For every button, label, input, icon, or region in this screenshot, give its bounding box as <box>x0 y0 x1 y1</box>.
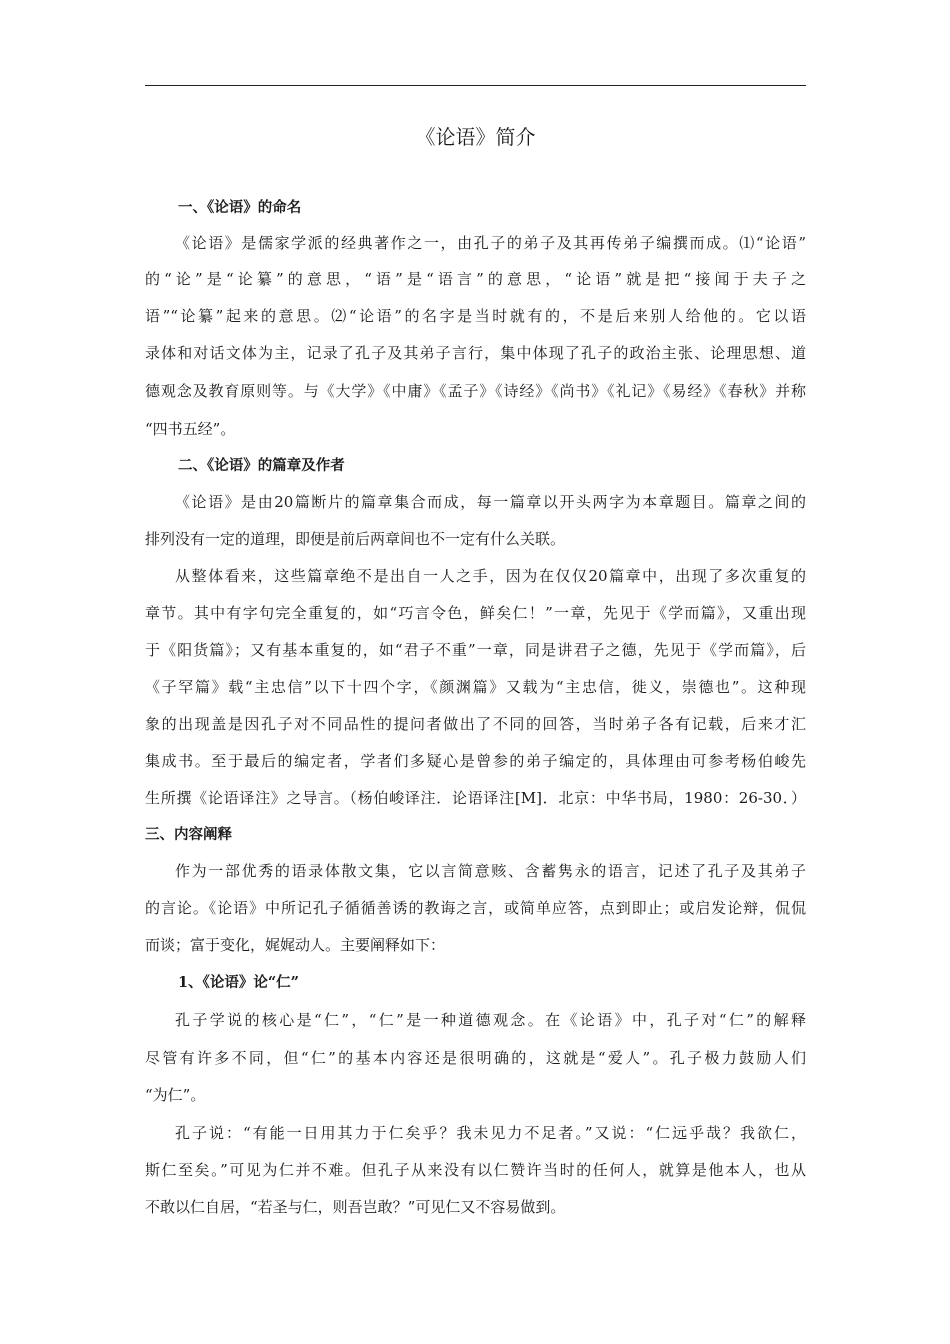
paragraph-line: “四书五经”。 <box>145 420 236 438</box>
paragraph-line: 的“论”是“论纂”的意思，“语”是“语言”的意思，“论语”就是把“接闻于夫子之 <box>145 270 806 288</box>
section-heading: 一、《论语》的命名 <box>178 199 302 216</box>
paragraph-line: “为仁”。 <box>145 1086 206 1104</box>
paragraph-line: 于《阳货篇》；又有基本重复的，如“君子不重”一章，同是讲君子之德，先见于《学而篇》，后 <box>145 641 806 659</box>
paragraph-line: 语”“论纂”起来的意思。⑵“论语”的名字是当时就有的，不是后来别人给他的。它以语 <box>145 307 806 325</box>
paragraph-line: 孔子说：“有能一日用其力于仁矣乎？我未见力不足者。”又说：“仁远乎哉？我欲仁， <box>175 1124 806 1142</box>
paragraph-line: 从整体看来，这些篇章绝不是出自一人之手，因为在仅仅20篇章中，出现了多次重复的 <box>175 567 806 585</box>
paragraph-line: 斯仁至矣。”可见为仁并不难。但孔子从来没有以仁赞许当时的任何人，就算是他本人，也从 <box>145 1161 806 1179</box>
paragraph-line: 而谈；富于变化，娓娓动人。主要阐释如下： <box>145 936 446 954</box>
paragraph-line: 尽管有许多不同，但“仁”的基本内容还是很明确的，这就是“爱人”。孔子极力鼓励人们 <box>145 1049 806 1067</box>
paragraph-line: 作为一部优秀的语录体散文集，它以言简意赅、含蓄隽永的语言，记述了孔子及其弟子 <box>175 862 806 880</box>
paragraph-line: 的言论。《论语》中所记孔子循循善诱的教诲之言，或简单应答，点到即止；或启发论辩，侃侃 <box>145 899 806 917</box>
section-heading: 三、内容阐释 <box>145 826 232 843</box>
subsection-heading: 1、《论语》论“仁” <box>178 974 300 991</box>
paragraph-line: 象的出现盖是因孔子对不同品性的提问者做出了不同的回答，当时弟子各有记载，后来才汇 <box>145 715 806 733</box>
paragraph-line: 德观念及教育原则等。与《大学》《中庸》《孟子》《诗经》《尚书》《礼记》《易经》《春秋》并称 <box>145 382 806 400</box>
paragraph-line: 《子罕篇》载“主忠信”以下十四个字，《颜渊篇》又载为“主忠信，徙义，崇德也”。这种现 <box>145 678 806 696</box>
paragraph-line: 集成书。至于最后的编定者，学者们多疑心是曾参的弟子编定的，具体理由可参考杨伯峻先 <box>145 752 806 770</box>
paragraph-line: 不敢以仁自居，“若圣与仁，则吾岂敢？”可见仁又不容易做到。 <box>145 1198 566 1216</box>
paragraph-line: 孔子学说的核心是“仁”，“仁”是一种道德观念。在《论语》中，孔子对“仁”的解释 <box>175 1011 806 1029</box>
paragraph-line: 《论语》是由20篇断片的篇章集合而成，每一篇章以开头两字为本章题目。篇章之间的 <box>175 493 806 511</box>
paragraph-line: 录体和对话文体为主，记录了孔子及其弟子言行，集中体现了孔子的政治主张、论理思想、道 <box>145 344 806 362</box>
paragraph-line: 章节。其中有字句完全重复的，如“巧言令色，鲜矣仁！”一章，先见于《学而篇》，又重出现 <box>145 604 806 622</box>
header-rule <box>145 85 806 86</box>
paragraph-line: 《论语》是儒家学派的经典著作之一，由孔子的弟子及其再传弟子编撰而成。⑴“论语” <box>175 234 806 252</box>
paragraph-line: 生所撰《论语译注》之导言。（杨伯峻译注．论语译注[M]．北京：中华书局，1980：26-30．） <box>145 789 806 807</box>
section-heading: 二、《论语》的篇章及作者 <box>178 457 345 474</box>
paragraph-line: 排列没有一定的道理，即便是前后两章间也不一定有什么关联。 <box>145 530 566 548</box>
page-title: 《论语》简介 <box>415 125 536 149</box>
